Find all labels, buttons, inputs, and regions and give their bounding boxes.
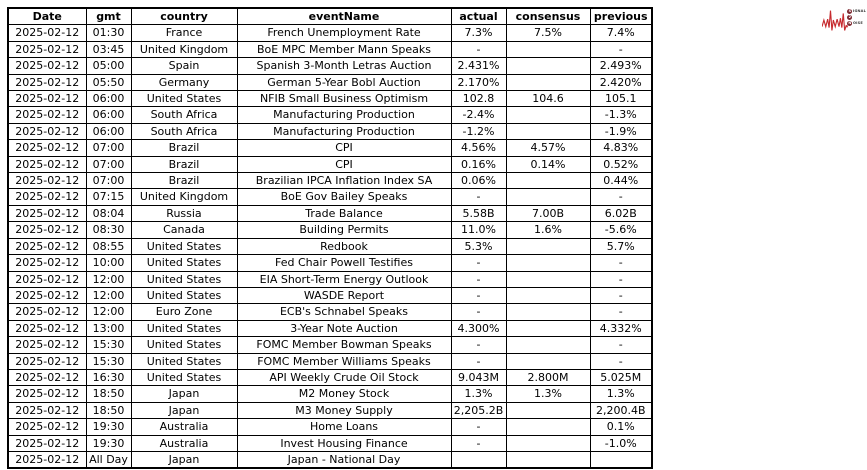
table-cell: 06:00 [86,91,131,107]
table-cell: 1.6% [506,222,590,238]
table-cell: - [451,304,506,320]
table-row [8,353,652,369]
table-row [8,74,652,90]
table-cell: 15:30 [86,353,131,369]
table-row [8,41,652,57]
table-cell: 2.493% [590,58,652,74]
table-cell [506,107,590,123]
table-cell: 2025-02-12 [8,222,86,238]
table-row [8,91,652,107]
table-cell: All Day [86,451,131,468]
table-cell: 4.83% [590,140,652,156]
table-cell [506,41,590,57]
table-cell: 4.57% [506,140,590,156]
table-cell: 12:00 [86,304,131,320]
table-cell: 1.3% [451,386,506,402]
table-row [8,107,652,123]
table-cell [451,451,506,468]
table-cell: - [451,337,506,353]
table-cell: United States [131,353,237,369]
table-cell: 2025-02-12 [8,386,86,402]
table-row [8,255,652,271]
table-cell: 2025-02-12 [8,238,86,254]
table-cell: - [451,189,506,205]
logo-2-badge: 2 [848,14,852,19]
table-cell [506,337,590,353]
table-cell: 2.420% [590,74,652,90]
table-cell: 15:30 [86,337,131,353]
table-cell: 07:15 [86,189,131,205]
table-cell: M3 Money Supply [237,402,451,418]
table-cell: 01:30 [86,25,131,41]
table-cell: FOMC Member Williams Speaks [237,353,451,369]
table-cell: 11.0% [451,222,506,238]
table-row [8,189,652,205]
table-cell: 2025-02-12 [8,255,86,271]
table-body [8,25,652,468]
ecg-waveform-icon [822,6,848,36]
table-cell [506,189,590,205]
table-cell [506,238,590,254]
table-cell: 7.5% [506,25,590,41]
table-cell: 18:50 [86,402,131,418]
table-cell: - [590,271,652,287]
table-cell: Japan [131,451,237,468]
table-cell: Brazil [131,156,237,172]
table-cell: ECB's Schnabel Speaks [237,304,451,320]
table-cell: 7.00B [506,205,590,221]
table-cell [506,74,590,90]
table-cell: - [451,353,506,369]
table-row [8,222,652,238]
table-cell: Japan - National Day [237,451,451,468]
table-cell: 2025-02-12 [8,189,86,205]
table-cell: BoE Gov Bailey Speaks [237,189,451,205]
table-cell: United Kingdom [131,189,237,205]
economic-calendar-table [7,7,653,469]
table-cell: - [451,435,506,451]
table-row [8,451,652,468]
table-cell: 7.4% [590,25,652,41]
table-cell: 0.16% [451,156,506,172]
table-cell: United States [131,255,237,271]
table-cell: 05:50 [86,74,131,90]
table-cell: - [451,287,506,303]
table-cell: 2025-02-12 [8,435,86,451]
table-cell: 13:00 [86,320,131,336]
table-cell: 102.8 [451,91,506,107]
table-cell: 19:30 [86,419,131,435]
table-row [8,173,652,189]
table-cell: 2.170% [451,74,506,90]
table-cell [506,419,590,435]
table-cell: - [451,271,506,287]
table-cell: 2025-02-12 [8,74,86,90]
table-cell: 07:00 [86,156,131,172]
table-cell: 0.44% [590,173,652,189]
table-cell: WASDE Report [237,287,451,303]
table-cell: 2025-02-12 [8,205,86,221]
table-cell: Building Permits [237,222,451,238]
table-cell: 2025-02-12 [8,58,86,74]
table-cell: 12:00 [86,271,131,287]
table-cell: - [451,419,506,435]
table-cell: 4.56% [451,140,506,156]
table-cell: United States [131,337,237,353]
table-cell: Fed Chair Powell Testifies [237,255,451,271]
table-cell: 03:45 [86,41,131,57]
table-cell: South Africa [131,107,237,123]
table-cell: South Africa [131,123,237,139]
table-cell: French Unemployment Rate [237,25,451,41]
table-row [8,123,652,139]
table-cell: 3-Year Note Auction [237,320,451,336]
table-cell: 7.3% [451,25,506,41]
table-cell: German 5-Year Bobl Auction [237,74,451,90]
table-cell: -1.3% [590,107,652,123]
table-cell: France [131,25,237,41]
table-cell: - [590,287,652,303]
table-cell [506,271,590,287]
table-cell: 1.3% [590,386,652,402]
table-cell [506,320,590,336]
table-cell: 2025-02-12 [8,25,86,41]
table-cell: Germany [131,74,237,90]
table-cell: Brazil [131,173,237,189]
table-cell [506,451,590,468]
table-cell: 2025-02-12 [8,107,86,123]
table-row [8,337,652,353]
table-cell: 0.1% [590,419,652,435]
table-cell: Australia [131,435,237,451]
table-cell [506,402,590,418]
table-cell: 2.431% [451,58,506,74]
table-cell: 2,205.2B [451,402,506,418]
table-cell: 5.7% [590,238,652,254]
table-cell: 2025-02-12 [8,140,86,156]
table-row [8,156,652,172]
logo-noise-label: OISE [852,21,863,25]
table-cell: 2025-02-12 [8,173,86,189]
table-cell: United States [131,238,237,254]
table-cell [506,123,590,139]
table-cell: 2025-02-12 [8,451,86,468]
logo-signal-label: IGNAL [852,9,866,13]
table-cell: M2 Money Stock [237,386,451,402]
table-cell: Home Loans [237,419,451,435]
table-cell: 2025-02-12 [8,41,86,57]
table-cell: 2,200.4B [590,402,652,418]
column-header: previous [590,8,652,25]
table-cell: - [451,41,506,57]
table-row [8,271,652,287]
table-cell: 2025-02-12 [8,402,86,418]
logo-s-badge: S [848,8,852,13]
table-cell: Invest Housing Finance [237,435,451,451]
table-row [8,58,652,74]
table-cell: 2025-02-12 [8,419,86,435]
table-cell: Brazil [131,140,237,156]
table-cell [506,287,590,303]
table-cell: 07:00 [86,140,131,156]
table-cell: 2025-02-12 [8,287,86,303]
table-cell: - [451,255,506,271]
table-cell: 06:00 [86,107,131,123]
ecg-waveform-path [822,11,848,31]
table-row [8,304,652,320]
table-cell: -1.0% [590,435,652,451]
table-cell: Spain [131,58,237,74]
table-cell: 2025-02-12 [8,123,86,139]
logo-n-badge: N [848,20,852,25]
table-cell: 18:50 [86,386,131,402]
table-cell: - [590,353,652,369]
table-cell: Australia [131,419,237,435]
table-cell: BoE MPC Member Mann Speaks [237,41,451,57]
table-cell: United States [131,91,237,107]
table-cell: 4.300% [451,320,506,336]
table-cell: 2.800M [506,369,590,385]
table-row [8,435,652,451]
table-cell: 0.14% [506,156,590,172]
table-cell: -1.2% [451,123,506,139]
table-cell: 1.3% [506,386,590,402]
signal2noise-logo [822,6,866,42]
table-row [8,369,652,385]
table-cell: 06:00 [86,123,131,139]
table-cell: 07:00 [86,173,131,189]
table-cell: -1.9% [590,123,652,139]
table-cell: United States [131,320,237,336]
table-cell: 12:00 [86,287,131,303]
table-cell: 0.06% [451,173,506,189]
table-cell: United Kingdom [131,41,237,57]
table-row [8,25,652,41]
table-cell: Brazilian IPCA Inflation Index SA [237,173,451,189]
table-cell: - [590,304,652,320]
table-cell: Redbook [237,238,451,254]
table-cell: Russia [131,205,237,221]
table-row [8,320,652,336]
table-cell: 2025-02-12 [8,369,86,385]
table-cell: 08:04 [86,205,131,221]
logo-line-noise [847,20,866,26]
table-row [8,140,652,156]
table-row [8,402,652,418]
table-cell: 5.025M [590,369,652,385]
column-header: eventName [237,8,451,25]
table-cell: Trade Balance [237,205,451,221]
table-cell [506,435,590,451]
logo-text [847,8,866,26]
table-cell: - [590,41,652,57]
table-cell: Spanish 3-Month Letras Auction [237,58,451,74]
table-cell: 5.58B [451,205,506,221]
table-cell: 2025-02-12 [8,156,86,172]
table-cell: FOMC Member Bowman Speaks [237,337,451,353]
column-header: country [131,8,237,25]
table-cell: - [590,189,652,205]
table-cell: 08:55 [86,238,131,254]
table-row [8,287,652,303]
table-cell: 9.043M [451,369,506,385]
table-cell: - [590,255,652,271]
table-cell: EIA Short-Term Energy Outlook [237,271,451,287]
table-cell [506,173,590,189]
table-cell: Japan [131,402,237,418]
table-cell: 5.3% [451,238,506,254]
table-cell: 2025-02-12 [8,320,86,336]
table-cell: 105.1 [590,91,652,107]
table-cell: 05:00 [86,58,131,74]
table-cell: Japan [131,386,237,402]
table-cell: 2025-02-12 [8,353,86,369]
table-header-row [8,8,652,25]
table-cell: 2025-02-12 [8,271,86,287]
table-cell: - [590,337,652,353]
table-cell [506,304,590,320]
table-cell: 2025-02-12 [8,337,86,353]
table-cell: Euro Zone [131,304,237,320]
table-cell: United States [131,369,237,385]
table-cell: CPI [237,140,451,156]
table-cell: 2025-02-12 [8,304,86,320]
table-cell: API Weekly Crude Oil Stock [237,369,451,385]
table-cell: 0.52% [590,156,652,172]
table-cell: CPI [237,156,451,172]
table-cell [506,255,590,271]
table-cell [506,58,590,74]
table-row [8,238,652,254]
table-cell: 10:00 [86,255,131,271]
table-cell: 08:30 [86,222,131,238]
table-cell: 2025-02-12 [8,91,86,107]
table-cell: 19:30 [86,435,131,451]
table-row [8,386,652,402]
table-cell: 104.6 [506,91,590,107]
column-header: consensus [506,8,590,25]
table-cell: 4.332% [590,320,652,336]
table-cell: Manufacturing Production [237,107,451,123]
table-cell [506,353,590,369]
table-cell: 6.02B [590,205,652,221]
table-cell: Canada [131,222,237,238]
table-cell [590,451,652,468]
table-cell: United States [131,287,237,303]
table-row [8,205,652,221]
column-header: Date [8,8,86,25]
column-header: gmt [86,8,131,25]
column-header: actual [451,8,506,25]
table-cell: United States [131,271,237,287]
table-cell: -2.4% [451,107,506,123]
table-cell: NFIB Small Business Optimism [237,91,451,107]
table-row [8,419,652,435]
table-cell: Manufacturing Production [237,123,451,139]
table-cell: -5.6% [590,222,652,238]
table-cell: 16:30 [86,369,131,385]
